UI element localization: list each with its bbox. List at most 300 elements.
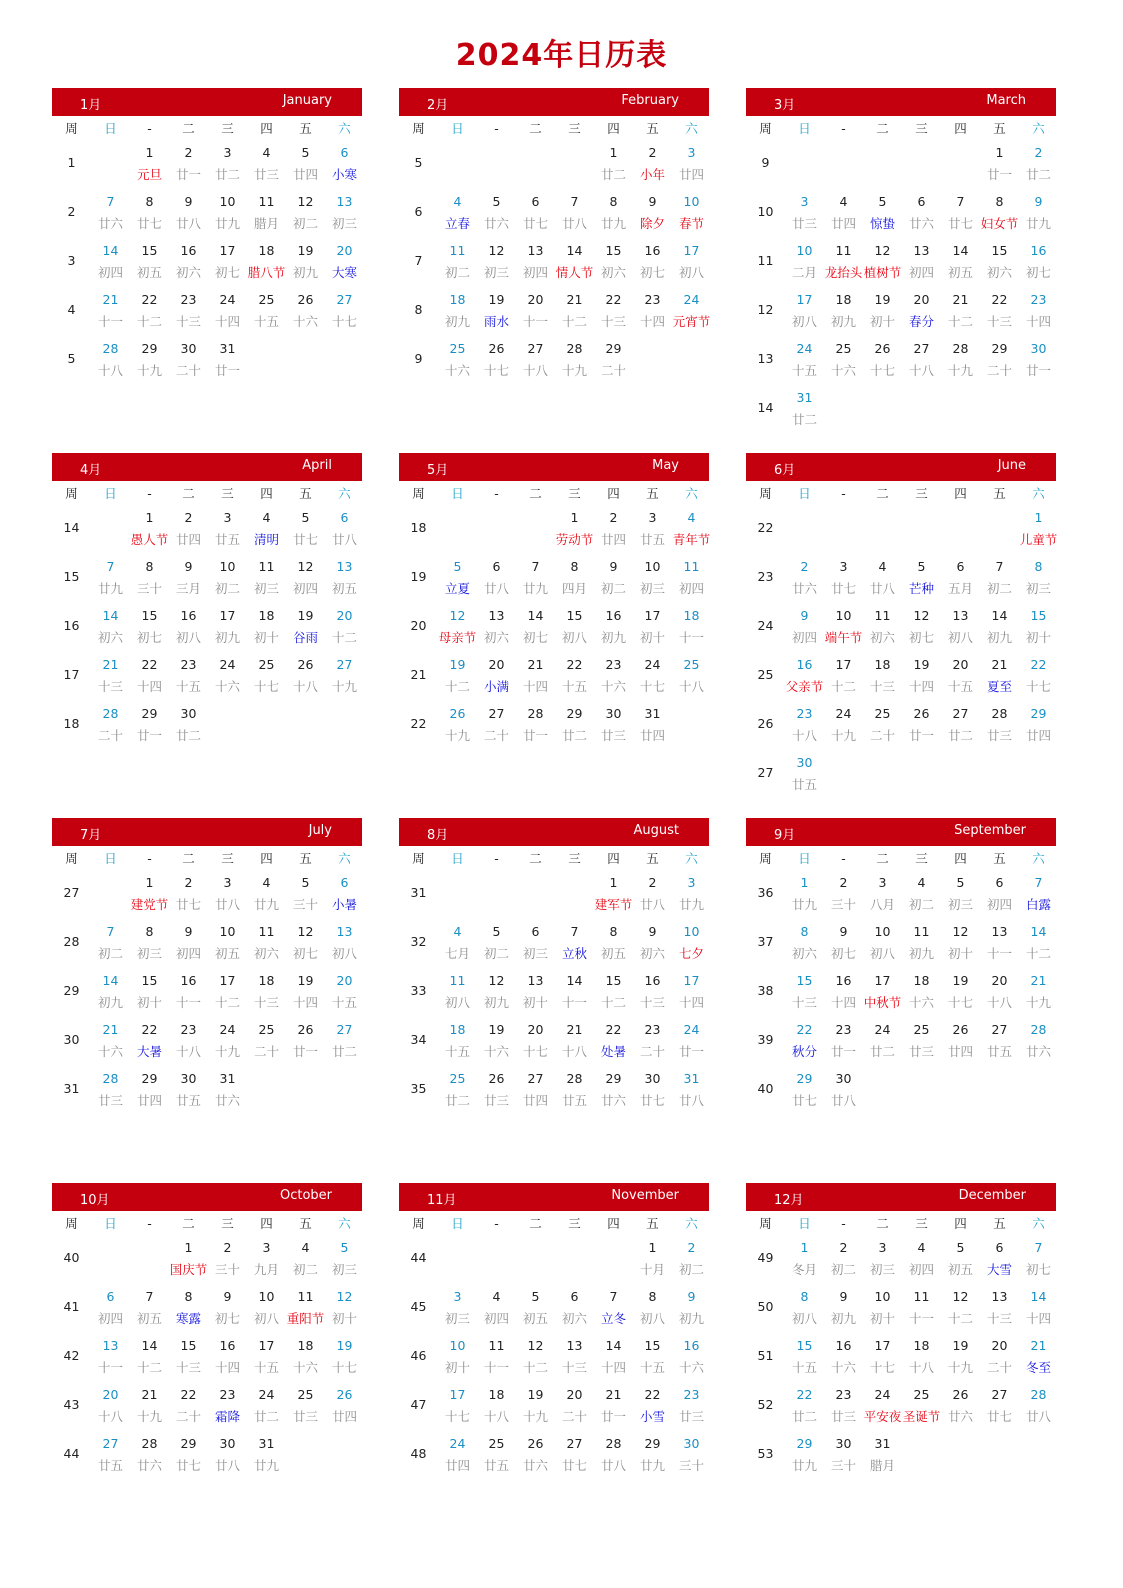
solar-date: 19 (297, 243, 314, 258)
solar-date: 18 (449, 1022, 466, 1037)
week-number: 41 (63, 1299, 80, 1314)
lunar-date: 腊八节 (247, 265, 286, 280)
lunar-date: 初七 (292, 946, 318, 961)
solar-date: 25 (297, 1387, 314, 1402)
lunar-date: 十三 (791, 995, 817, 1010)
solar-date: 5 (878, 194, 887, 209)
lunar-date: 十四 (600, 1360, 626, 1375)
weekday-header: 日 (798, 1216, 811, 1231)
month-header (52, 1183, 362, 1211)
solar-date: 28 (141, 1436, 158, 1451)
week-number: 44 (410, 1250, 427, 1265)
solar-date: 8 (800, 1289, 809, 1304)
lunar-date: 大寒 (331, 265, 357, 280)
lunar-date: 廿八 (1025, 1409, 1051, 1424)
lunar-date: 初三 (253, 581, 279, 596)
weekday-header: 四 (607, 486, 620, 501)
solar-date: 15 (796, 1338, 813, 1353)
weekday-header: 五 (299, 851, 312, 866)
weekday-header: 六 (338, 1216, 351, 1231)
month-block (52, 88, 362, 460)
lunar-date: 十三 (639, 995, 665, 1010)
month-header (52, 818, 362, 846)
solar-date: 2 (687, 1240, 696, 1255)
solar-date: 29 (141, 1071, 158, 1086)
lunar-date: 廿二 (175, 728, 201, 743)
solar-date: 12 (488, 243, 505, 258)
lunar-date: 三十 (678, 1458, 704, 1473)
lunar-date: 十二 (947, 314, 973, 329)
lunar-date: 初九 (830, 314, 856, 329)
lunar-date: 大雪 (986, 1262, 1012, 1277)
solar-date: 11 (449, 973, 466, 988)
solar-date: 2 (184, 510, 193, 525)
lunar-date: 十九 (1025, 995, 1051, 1010)
solar-date: 28 (527, 706, 544, 721)
solar-date: 13 (991, 924, 1008, 939)
solar-date: 2 (223, 1240, 232, 1255)
solar-date: 20 (952, 657, 969, 672)
week-number: 4 (67, 302, 76, 317)
lunar-date: 廿五 (986, 1044, 1012, 1059)
solar-date: 4 (262, 510, 271, 525)
lunar-date: 初四 (175, 946, 201, 961)
lunar-date: 清明 (253, 532, 279, 547)
weekday-header: 五 (646, 121, 659, 136)
solar-date: 23 (683, 1387, 700, 1402)
weekday-header: 六 (338, 486, 351, 501)
lunar-date: 廿六 (947, 1409, 973, 1424)
month-name-en: April (302, 458, 332, 473)
solar-date: 25 (913, 1387, 930, 1402)
solar-date: 30 (180, 706, 197, 721)
lunar-date: 初九 (678, 1311, 704, 1326)
lunar-date: 七夕 (678, 946, 704, 961)
solar-date: 10 (796, 243, 813, 258)
solar-date: 14 (605, 1338, 622, 1353)
lunar-date: 初十 (947, 946, 973, 961)
month-block (399, 1183, 709, 1555)
solar-date: 7 (106, 924, 115, 939)
solar-date: 12 (874, 243, 891, 258)
week-number: 36 (757, 885, 774, 900)
weekday-header: 三 (568, 486, 581, 501)
lunar-date: 十九 (444, 728, 470, 743)
solar-date: 17 (258, 1338, 275, 1353)
weekday-header: - (494, 851, 499, 866)
solar-date: 21 (1030, 973, 1047, 988)
lunar-date: 初三 (483, 265, 509, 280)
week-number: 18 (410, 520, 427, 535)
lunar-date: 廿五 (639, 532, 665, 547)
solar-date: 7 (145, 1289, 154, 1304)
lunar-date: 初二 (483, 946, 509, 961)
solar-date: 16 (180, 243, 197, 258)
lunar-date: 十二 (947, 1311, 973, 1326)
solar-date: 27 (102, 1436, 119, 1451)
solar-date: 27 (913, 341, 930, 356)
solar-date: 17 (219, 608, 236, 623)
solar-date: 18 (258, 243, 275, 258)
solar-date: 1 (609, 875, 618, 890)
lunar-date: 初六 (791, 946, 817, 961)
lunar-date: 廿一 (292, 1044, 318, 1059)
solar-date: 6 (340, 510, 349, 525)
lunar-date: 十二 (136, 314, 162, 329)
solar-date: 21 (102, 292, 119, 307)
week-number: 28 (63, 934, 80, 949)
lunar-date: 十八 (678, 679, 704, 694)
lunar-date: 十五 (253, 1360, 279, 1375)
solar-date: 8 (145, 559, 154, 574)
lunar-date: 重阳节 (286, 1311, 325, 1326)
lunar-date: 秋分 (791, 1044, 817, 1059)
solar-date: 13 (991, 1289, 1008, 1304)
lunar-date: 十六 (678, 1360, 704, 1375)
solar-date: 25 (874, 706, 891, 721)
lunar-date: 廿二 (869, 1044, 895, 1059)
weekday-header: 三 (568, 121, 581, 136)
solar-date: 26 (488, 1071, 505, 1086)
lunar-date: 初七 (1025, 265, 1051, 280)
solar-date: 3 (800, 194, 809, 209)
lunar-date: 初三 (136, 946, 162, 961)
week-number-header: 周 (759, 1216, 772, 1231)
solar-date: 23 (835, 1022, 852, 1037)
solar-date: 5 (301, 875, 310, 890)
month-block (746, 1183, 1056, 1555)
solar-date: 14 (102, 243, 119, 258)
lunar-date: 初六 (97, 630, 123, 645)
solar-date: 2 (839, 875, 848, 890)
lunar-date: 十三 (175, 314, 201, 329)
lunar-date: 圣诞节 (902, 1409, 941, 1424)
week-number: 8 (414, 302, 423, 317)
month-block (746, 453, 1056, 825)
lunar-date: 廿九 (791, 897, 817, 912)
lunar-date: 廿八 (561, 216, 587, 231)
solar-date: 16 (1030, 243, 1047, 258)
solar-date: 15 (141, 973, 158, 988)
lunar-date: 二十 (986, 1360, 1012, 1375)
lunar-date: 平安夜 (863, 1409, 902, 1424)
solar-date: 4 (839, 194, 848, 209)
lunar-date: 廿七 (986, 1409, 1012, 1424)
weekday-header: 五 (993, 486, 1006, 501)
solar-date: 11 (258, 924, 275, 939)
lunar-date: 植树节 (863, 265, 902, 280)
solar-date: 24 (874, 1387, 891, 1402)
week-number: 20 (410, 618, 427, 633)
lunar-date: 廿二 (561, 728, 587, 743)
month-header (399, 453, 709, 481)
lunar-date: 初四 (678, 581, 704, 596)
lunar-date: 初四 (97, 265, 123, 280)
weekday-header: 六 (685, 851, 698, 866)
solar-date: 1 (145, 510, 154, 525)
solar-date: 27 (336, 657, 353, 672)
lunar-date: 建军节 (594, 897, 633, 912)
week-number: 2 (67, 204, 76, 219)
solar-date: 2 (800, 559, 809, 574)
solar-date: 11 (913, 924, 930, 939)
lunar-date: 二十 (986, 363, 1012, 378)
lunar-date: 三十 (830, 897, 856, 912)
lunar-date: 初九 (986, 630, 1012, 645)
lunar-date: 端午节 (824, 630, 863, 645)
solar-date: 24 (258, 1387, 275, 1402)
solar-date: 21 (952, 292, 969, 307)
lunar-date: 初二 (908, 897, 934, 912)
lunar-date: 十八 (483, 1409, 509, 1424)
month-block (746, 818, 1056, 1190)
lunar-date: 十七 (639, 679, 665, 694)
lunar-date: 三十 (214, 1262, 240, 1277)
solar-date: 18 (913, 973, 930, 988)
week-number: 21 (410, 667, 427, 682)
lunar-date: 十五 (444, 1044, 470, 1059)
week-number: 23 (757, 569, 774, 584)
solar-date: 24 (683, 292, 700, 307)
week-number: 40 (757, 1081, 774, 1096)
solar-date: 22 (141, 657, 158, 672)
solar-date: 4 (453, 924, 462, 939)
week-number: 53 (757, 1446, 774, 1461)
lunar-date: 国庆节 (169, 1262, 208, 1277)
lunar-date: 十五 (175, 679, 201, 694)
lunar-date: 十八 (292, 679, 318, 694)
solar-date: 26 (297, 657, 314, 672)
solar-date: 12 (297, 194, 314, 209)
month-name-en: July (308, 823, 332, 838)
solar-date: 10 (219, 924, 236, 939)
lunar-date: 母亲节 (438, 630, 477, 645)
lunar-date: 十五 (331, 995, 357, 1010)
solar-date: 28 (102, 341, 119, 356)
week-number: 42 (63, 1348, 80, 1363)
lunar-date: 十一 (97, 1360, 123, 1375)
lunar-date: 初六 (483, 630, 509, 645)
weekday-header: 三 (915, 121, 928, 136)
lunar-date: 十四 (678, 995, 704, 1010)
week-number: 1 (67, 155, 76, 170)
lunar-date: 廿八 (830, 1093, 856, 1108)
lunar-date: 十一 (175, 995, 201, 1010)
weekday-header: - (841, 121, 846, 136)
lunar-date: 廿九 (97, 581, 123, 596)
solar-date: 10 (219, 559, 236, 574)
solar-date: 12 (297, 559, 314, 574)
lunar-date: 廿五 (97, 1458, 123, 1473)
weekday-header: 二 (529, 486, 542, 501)
solar-date: 10 (683, 924, 700, 939)
solar-date: 19 (488, 292, 505, 307)
lunar-date: 廿七 (830, 581, 856, 596)
solar-date: 29 (991, 341, 1008, 356)
solar-date: 17 (796, 292, 813, 307)
lunar-date: 儿童节 (1019, 532, 1058, 547)
lunar-date: 廿九 (522, 581, 548, 596)
solar-date: 17 (874, 973, 891, 988)
month-name-cn: 2月 (427, 98, 449, 113)
solar-date: 12 (527, 1338, 544, 1353)
solar-date: 20 (336, 243, 353, 258)
weekday-header: - (841, 851, 846, 866)
month-block (399, 88, 709, 460)
solar-date: 30 (835, 1071, 852, 1086)
week-number: 9 (414, 351, 423, 366)
solar-date: 25 (258, 1022, 275, 1037)
solar-date: 13 (336, 194, 353, 209)
lunar-date: 初三 (522, 946, 548, 961)
weekday-header: 二 (876, 121, 889, 136)
lunar-date: 二十 (639, 1044, 665, 1059)
solar-date: 17 (683, 243, 700, 258)
solar-date: 12 (952, 1289, 969, 1304)
lunar-date: 龙抬头 (824, 265, 863, 280)
lunar-date: 廿八 (214, 1458, 240, 1473)
week-number: 16 (63, 618, 80, 633)
lunar-date: 十九 (561, 363, 587, 378)
lunar-date: 廿七 (947, 216, 973, 231)
solar-date: 1 (570, 510, 579, 525)
lunar-date: 初四 (908, 265, 934, 280)
month-name-cn: 4月 (80, 463, 102, 478)
weekday-header: - (147, 121, 152, 136)
solar-date: 16 (644, 243, 661, 258)
solar-date: 8 (570, 559, 579, 574)
lunar-date: 廿四 (830, 216, 856, 231)
weekday-header: - (494, 1216, 499, 1231)
solar-date: 1 (145, 145, 154, 160)
lunar-date: 十三 (986, 314, 1012, 329)
lunar-date: 初六 (639, 946, 665, 961)
solar-date: 15 (796, 973, 813, 988)
lunar-date: 十六 (97, 1044, 123, 1059)
lunar-date: 夏至 (986, 679, 1012, 694)
solar-date: 6 (106, 1289, 115, 1304)
week-number: 5 (414, 155, 423, 170)
week-number-header: 周 (412, 851, 425, 866)
solar-date: 2 (648, 145, 657, 160)
solar-date: 21 (605, 1387, 622, 1402)
solar-date: 22 (1030, 657, 1047, 672)
solar-date: 29 (141, 706, 158, 721)
solar-date: 31 (683, 1071, 700, 1086)
lunar-date: 十七 (947, 995, 973, 1010)
solar-date: 18 (835, 292, 852, 307)
lunar-date: 廿九 (214, 216, 240, 231)
solar-date: 3 (839, 559, 848, 574)
lunar-date: 初十 (639, 630, 665, 645)
solar-date: 31 (219, 341, 236, 356)
lunar-date: 初十 (331, 1311, 357, 1326)
solar-date: 16 (835, 973, 852, 988)
solar-date: 1 (800, 1240, 809, 1255)
lunar-date: 十三 (253, 995, 279, 1010)
solar-date: 30 (219, 1436, 236, 1451)
lunar-date: 初八 (561, 630, 587, 645)
solar-date: 27 (336, 1022, 353, 1037)
lunar-date: 立秋 (561, 946, 587, 961)
solar-date: 26 (449, 706, 466, 721)
month-header (399, 1183, 709, 1211)
solar-date: 18 (488, 1387, 505, 1402)
lunar-date: 廿九 (600, 216, 626, 231)
lunar-date: 十五 (947, 679, 973, 694)
solar-date: 28 (566, 341, 583, 356)
solar-date: 22 (605, 1022, 622, 1037)
solar-date: 25 (913, 1022, 930, 1037)
solar-date: 31 (219, 1071, 236, 1086)
solar-date: 16 (796, 657, 813, 672)
lunar-date: 十八 (175, 1044, 201, 1059)
solar-date: 3 (878, 875, 887, 890)
solar-date: 3 (262, 1240, 271, 1255)
lunar-date: 初四 (522, 265, 548, 280)
weekday-header: 四 (954, 851, 967, 866)
lunar-date: 廿五 (175, 1093, 201, 1108)
lunar-date: 廿六 (1025, 1044, 1051, 1059)
weekday-header: 四 (260, 486, 273, 501)
lunar-date: 十九 (947, 363, 973, 378)
lunar-date: 廿七 (639, 1093, 665, 1108)
month-header (52, 88, 362, 116)
solar-date: 5 (340, 1240, 349, 1255)
lunar-date: 小年 (639, 167, 665, 182)
lunar-date: 元宵节 (672, 314, 711, 329)
solar-date: 27 (488, 706, 505, 721)
solar-date: 27 (336, 292, 353, 307)
lunar-date: 初七 (908, 630, 934, 645)
week-number: 26 (757, 716, 774, 731)
lunar-date: 十五 (791, 363, 817, 378)
solar-date: 20 (566, 1387, 583, 1402)
weekday-header: 三 (221, 851, 234, 866)
weekday-header: 日 (451, 851, 464, 866)
solar-date: 10 (874, 1289, 891, 1304)
lunar-date: 十五 (791, 1360, 817, 1375)
solar-date: 26 (952, 1022, 969, 1037)
lunar-date: 十六 (908, 995, 934, 1010)
lunar-date: 初十 (869, 1311, 895, 1326)
lunar-date: 初十 (444, 1360, 470, 1375)
solar-date: 23 (644, 1022, 661, 1037)
lunar-date: 廿四 (678, 167, 704, 182)
lunar-date: 初七 (214, 1311, 240, 1326)
lunar-date: 廿七 (791, 1093, 817, 1108)
lunar-date: 十九 (830, 728, 856, 743)
lunar-date: 初五 (947, 1262, 973, 1277)
weekday-header: 三 (568, 1216, 581, 1231)
solar-date: 26 (488, 341, 505, 356)
solar-date: 15 (141, 243, 158, 258)
lunar-date: 廿四 (292, 167, 318, 182)
weekday-header: 六 (685, 486, 698, 501)
solar-date: 14 (991, 608, 1008, 623)
lunar-date: 十一 (522, 314, 548, 329)
lunar-date: 十四 (214, 1360, 240, 1375)
lunar-date: 廿八 (869, 581, 895, 596)
weekday-header: - (841, 1216, 846, 1231)
lunar-date: 十二 (561, 314, 587, 329)
solar-date: 12 (952, 924, 969, 939)
lunar-date: 十八 (791, 728, 817, 743)
lunar-date: 初九 (908, 946, 934, 961)
weekday-header: - (494, 486, 499, 501)
solar-date: 13 (336, 559, 353, 574)
solar-date: 21 (141, 1387, 158, 1402)
